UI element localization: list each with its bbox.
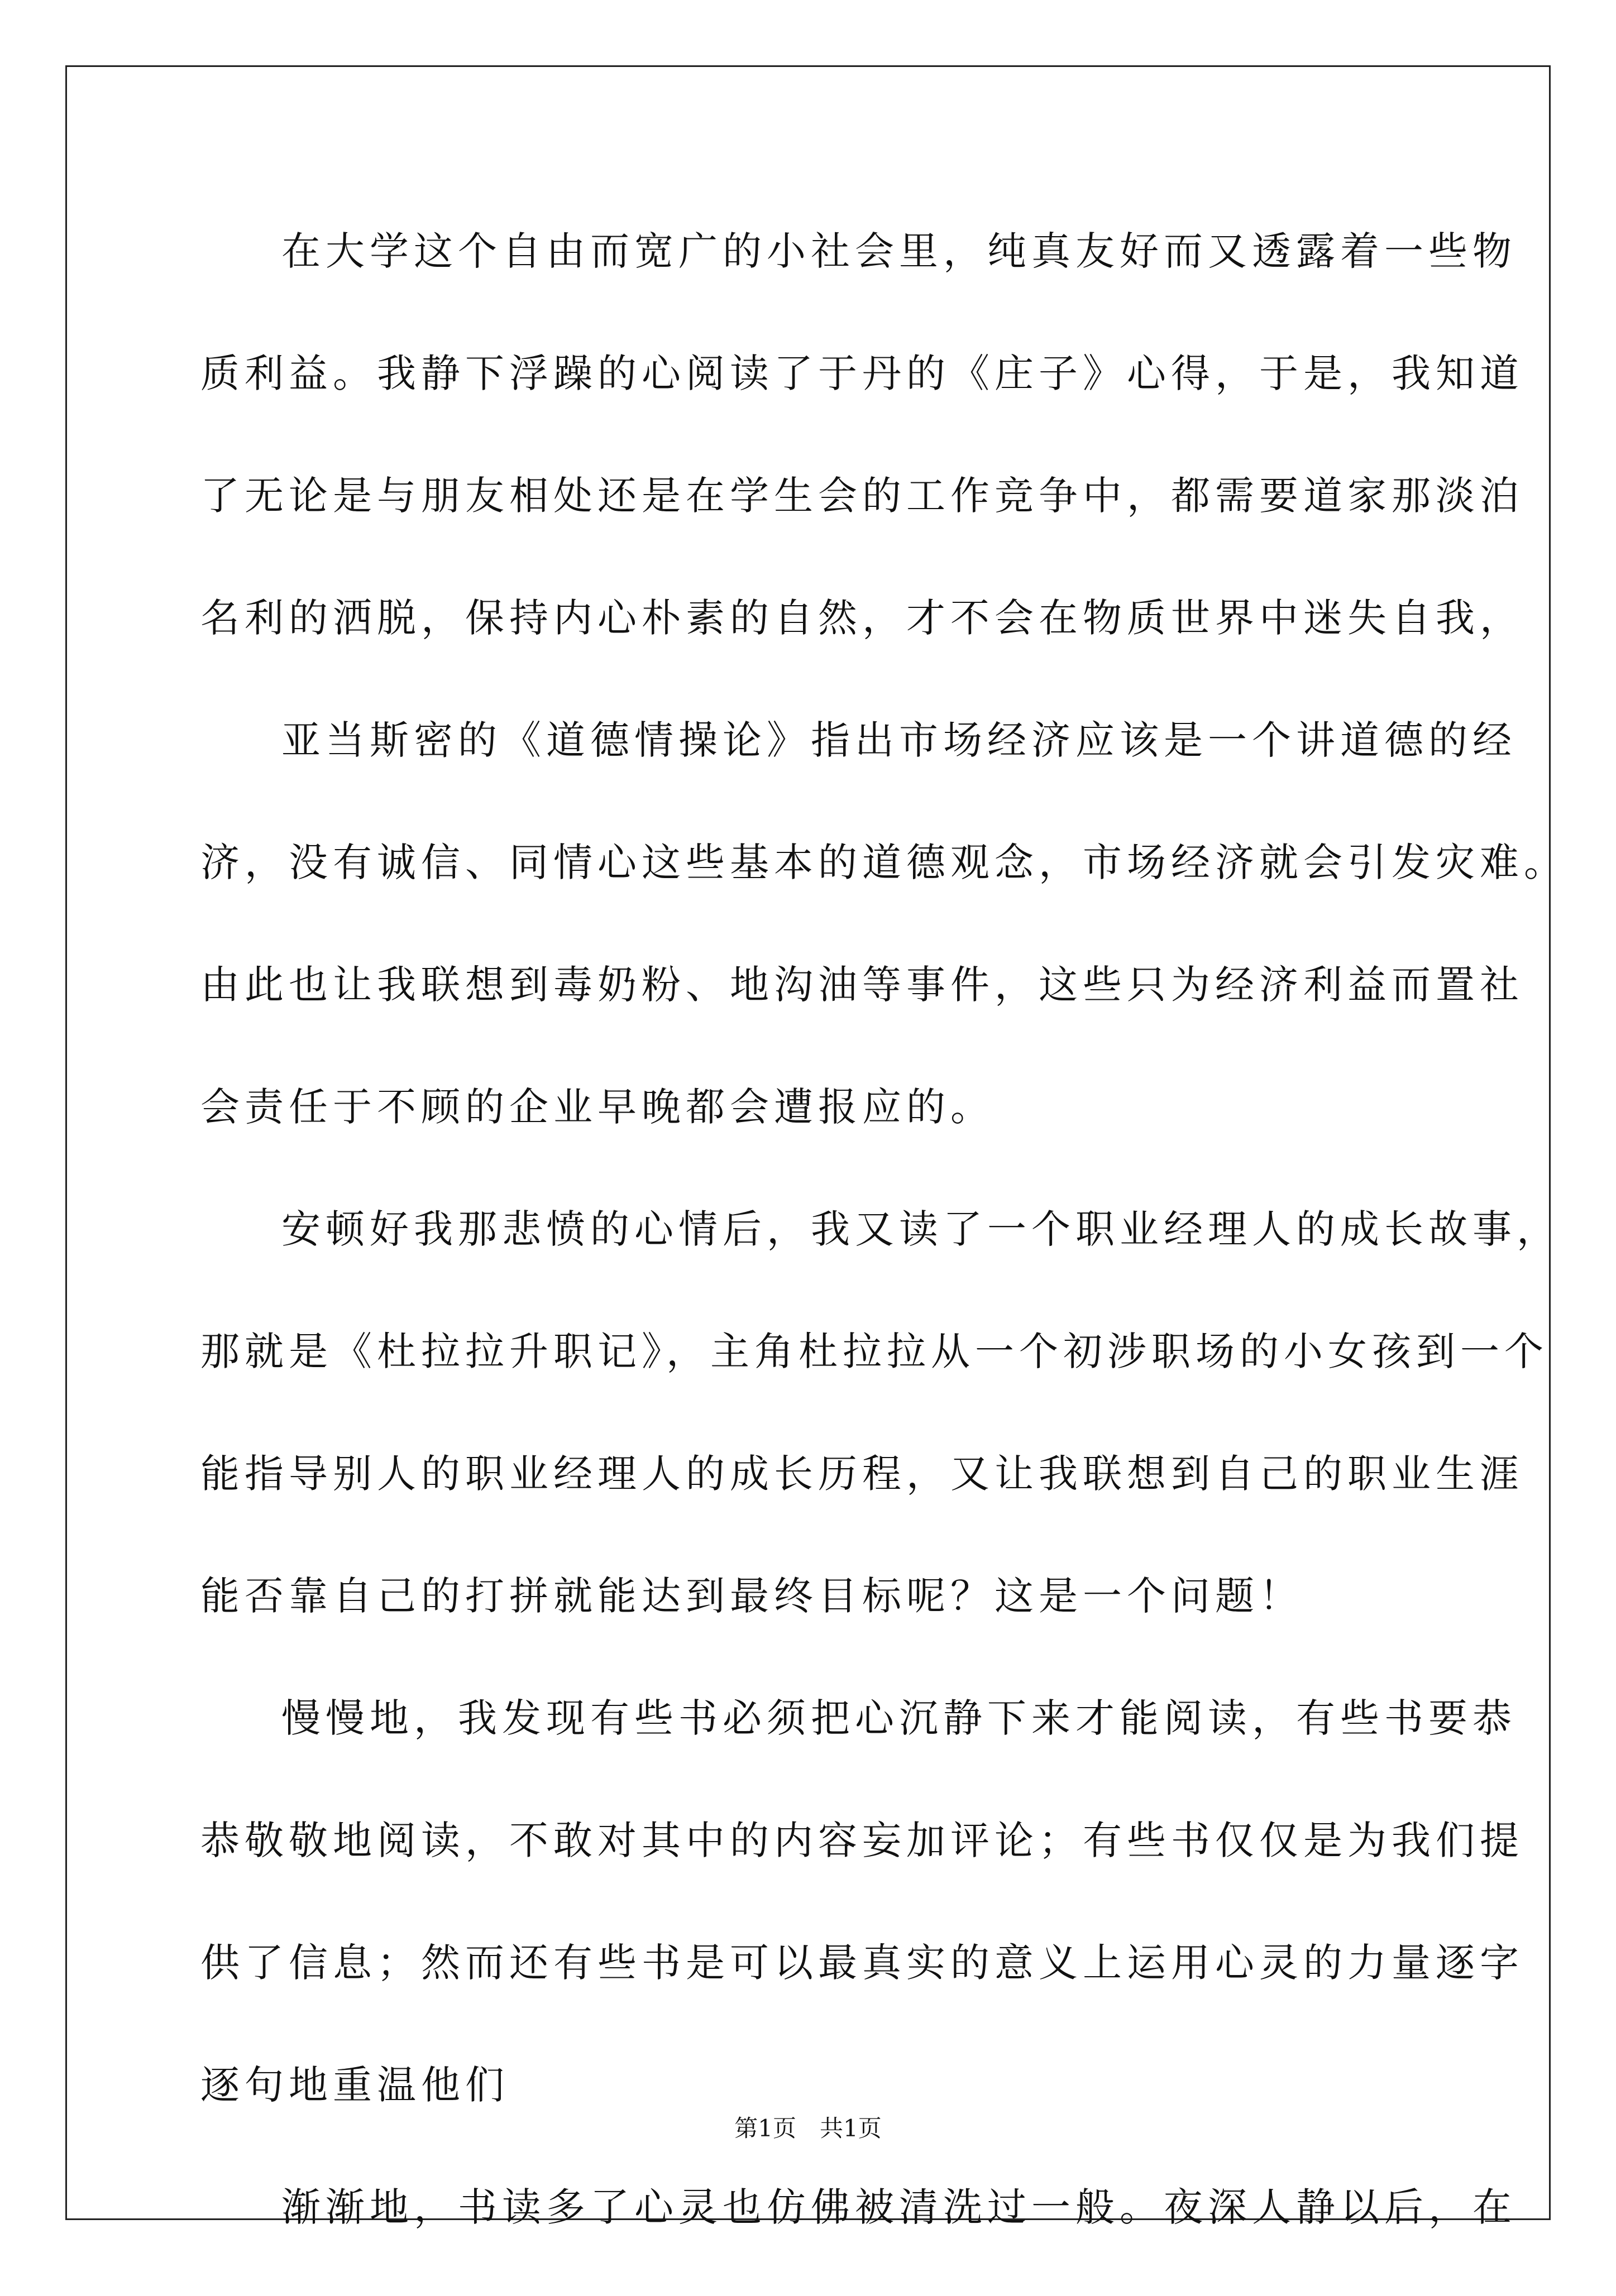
paragraph-5-line-1: 渐渐地，书读多了心灵也仿佛被清洗过一般。夜深人静以后，在 <box>281 2184 1517 2230</box>
paragraph-2-line-3: 由此也让我联想到毒奶粉、地沟油等事件，这些只为经济利益而置社 <box>200 962 1524 1008</box>
paragraph-2-line-4: 会责任于不顾的企业早晚都会遭报应的。 <box>200 1084 995 1130</box>
paragraph-3-line-3: 能指导别人的职业经理人的成长历程，又让我联想到自己的职业生涯 <box>200 1451 1524 1497</box>
paragraph-2-line-2: 济，没有诚信、同情心这些基本的道德观念，市场经济就会引发灾难。 <box>200 840 1568 885</box>
paragraph-1-line-3: 了无论是与朋友相处还是在学生会的工作竞争中，都需要道家那淡泊 <box>200 473 1524 519</box>
paragraph-3-line-1: 安顿好我那悲愤的心情后，我又读了一个职业经理人的成长故事， <box>281 1206 1561 1252</box>
paragraph-4-line-1: 慢慢地，我发现有些书必须把心沉静下来才能阅读，有些书要恭 <box>281 1695 1517 1741</box>
paragraph-4-line-4: 逐句地重温他们 <box>200 2062 509 2108</box>
paragraph-1-line-1: 在大学这个自由而宽广的小社会里，纯真友好而又透露着一些物 <box>281 228 1517 274</box>
paragraph-1-line-2: 质利益。我静下浮躁的心阅读了于丹的《庄子》心得，于是，我知道 <box>200 351 1524 396</box>
paragraph-2-line-1: 亚当斯密的《道德情操论》指出市场经济应该是一个讲道德的经 <box>281 717 1517 763</box>
paragraph-3-line-2: 那就是《杜拉拉升职记》，主角杜拉拉从一个初涉职场的小女孩到一个 <box>200 1329 1548 1374</box>
page-number-footer: 第1页 共1页 <box>734 2115 882 2142</box>
paragraph-3-line-4: 能否靠自己的打拼就能达到最终目标呢？这是一个问题！ <box>200 1573 1303 1619</box>
paragraph-4-line-3: 供了信息；然而还有些书是可以最真实的意义上运用心灵的力量逐字 <box>200 1940 1524 1986</box>
paragraph-4-line-2: 恭敬敬地阅读，不敢对其中的内容妄加评论；有些书仅仅是为我们提 <box>200 1818 1524 1863</box>
paragraph-1-line-4: 名利的洒脱，保持内心朴素的自然，才不会在物质世界中迷失自我， <box>200 595 1524 641</box>
document-body <box>200 218 1568 2296</box>
